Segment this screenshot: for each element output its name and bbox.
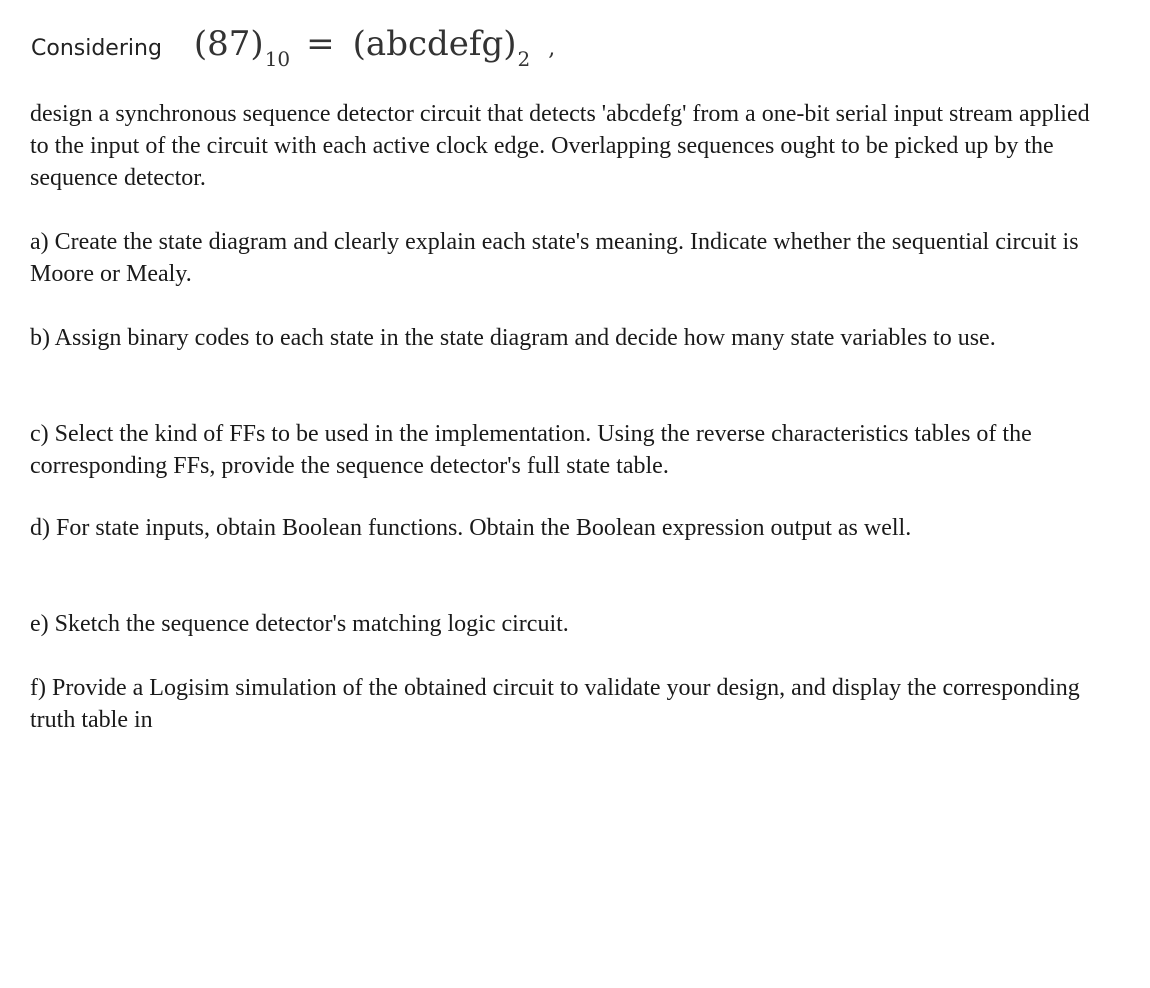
part-a-paragraph: a) Create the state diagram and clearly explain each state's meaning. Indicate whether the sequential circuit is Moore or Mealy. (30, 229, 1079, 287)
part-e-paragraph: e) Sketch the sequence detector's matching logic circuit. (30, 611, 569, 637)
decimal-value: (87) (193, 24, 264, 64)
considering-label: Considering (31, 36, 162, 61)
conversion-equation (193, 24, 556, 71)
binary-base-subscript: 2 (517, 47, 531, 71)
trailing-comma: , (548, 36, 556, 61)
part-f-paragraph: f) Provide a Logisim simulation of the obtained circuit to validate your design, and display the corresponding truth table in (30, 675, 1080, 733)
binary-value: (abcdefg) (352, 24, 517, 64)
part-c-paragraph: c) Select the kind of FFs to be used in the implementation. Using the reverse characteristics tables of the corresponding FFs, provide the sequence detector's full state table. (30, 421, 1032, 479)
part-b-paragraph: b) Assign binary codes to each state in the state diagram and decide how many state variables to use. (30, 325, 996, 351)
part-d-paragraph: d) For state inputs, obtain Boolean functions. Obtain the Boolean expression output as well. (30, 515, 912, 541)
intro-paragraph: design a synchronous sequence detector circuit that detects 'abcdefg' from a one-bit serial input stream applied to the input of the circuit with each active clock edge. Overlapping sequences ought to be picked up by the sequence detector. (30, 101, 1090, 191)
problem-statement-heading (31, 24, 555, 80)
decimal-base-subscript: 10 (264, 47, 291, 71)
equals-sign: = (306, 24, 335, 64)
